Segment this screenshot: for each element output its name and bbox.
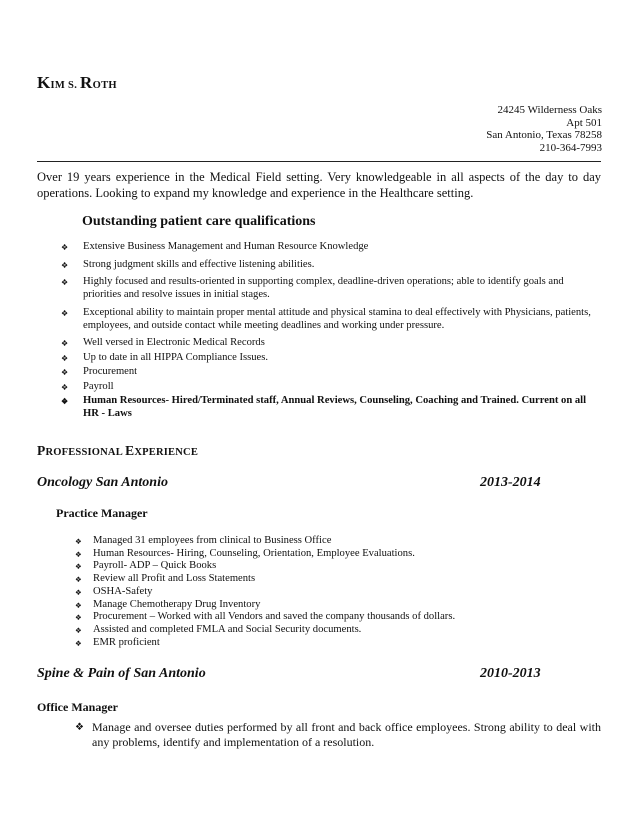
diamond-bullet-icon: ❖ (61, 368, 69, 378)
list-item: ❖ Strong judgment skills and effective listening abilities. (61, 258, 315, 270)
diamond-bullet-icon: ❖ (75, 587, 82, 597)
list-item: ❖ Up to date in all HIPPA Compliance Issues. (61, 351, 268, 363)
header-divider (37, 161, 601, 162)
diamond-bullet-icon: ❖ (75, 638, 82, 648)
diamond-bullet-icon: ❖ (75, 600, 82, 610)
summary-paragraph: Over 19 years experience in the Medical Field setting. Very knowledgeable in all aspects of the day to day operations. Looking to expand my knowledge and experience in the Healthcare setting. (37, 170, 601, 200)
qualifications-list (61, 240, 601, 425)
professional-experience-heading: PROFESSIONAL EXPERIENCE (37, 443, 199, 458)
diamond-bullet-icon: ❖ (75, 575, 82, 585)
job-2-duties (75, 720, 601, 749)
diamond-bullet-icon: ❖ (61, 260, 69, 270)
job-2-years: 2010-2013 (480, 666, 541, 681)
list-item: ❖ Procurement (61, 366, 138, 378)
list-item: ❖ Human Resources- Hiring, Counseling, Orientation, Employee Evaluations. (75, 548, 595, 561)
diamond-bullet-icon: ❖ (61, 353, 69, 363)
diamond-bullet-icon: ❖ (75, 537, 82, 546)
list-item: ❖ Manage Chemotherapy Drug Inventory (75, 599, 595, 612)
list-item: ❖ Review all Profit and Loss Statements (75, 573, 595, 586)
list-item: ❖ Human Resources- Hired/Terminated staff, Annual Reviews, Counseling, Coaching and Trained. Current on all HR - Laws (61, 395, 587, 420)
job-1-duties (75, 535, 595, 649)
job-2-employer: Spine & Pain of San Antonio (37, 666, 206, 681)
list-item: ❖ OSHA-Safety (75, 586, 595, 599)
diamond-bullet-icon: ❖ (75, 613, 82, 623)
diamond-bullet-icon: ❖ (61, 278, 69, 287)
candidate-name: KIM S. ROTH (37, 73, 117, 92)
diamond-bullet-icon: ❖ (75, 549, 82, 559)
diamond-bullet-icon: ❖ (61, 382, 69, 392)
diamond-bullet-icon: ❖ (75, 722, 84, 733)
diamond-bullet-icon: ❖ (61, 243, 69, 252)
list-item: ❖ Procurement – Worked with all Vendors and saved the company thousands of dollars. (75, 611, 595, 624)
list-item: ❖ Highly focused and results-oriented in supporting complex, deadline-driven operations; able to identify goals and priorities and resolve issues in initial stages. (61, 276, 564, 300)
list-item: ❖ Payroll (61, 380, 114, 392)
list-item: ❖ Payroll- ADP – Quick Books (75, 560, 595, 573)
diamond-bullet-icon: ❖ (75, 625, 82, 635)
diamond-bullet-icon: ❖ (61, 308, 69, 318)
address-city: San Antonio, Texas 78258 (486, 129, 602, 141)
contact-address (486, 104, 602, 154)
job-1-employer: Oncology San Antonio (37, 475, 168, 490)
list-item: ❖ Assisted and completed FMLA and Social Security documents. (75, 624, 595, 637)
diamond-bullet-icon: ❖ (61, 339, 69, 348)
address-phone: 210-364-7993 (539, 141, 602, 154)
job-1-role: Practice Manager (56, 506, 148, 520)
list-item: ❖ Extensive Business Management and Human Resource Knowledge (61, 241, 369, 252)
list-item: ❖ Manage and oversee duties performed by all front and back office employees. Strong ability to deal with any problems, identify and implementation of a resolution. (75, 720, 601, 749)
job-1-years: 2013-2014 (480, 475, 541, 490)
address-apt: Apt 501 (566, 116, 602, 129)
diamond-bullet-icon: ❖ (75, 562, 82, 572)
list-item: ❖ EMR proficient (75, 637, 595, 650)
address-street: 24245 Wilderness Oaks (497, 104, 602, 116)
diamond-bullet-icon: ❖ (61, 397, 69, 407)
job-2-role: Office Manager (37, 700, 118, 714)
list-item: ❖ Well versed in Electronic Medical Records (61, 337, 265, 348)
list-item: ❖ Managed 31 employees from clinical to Business Office (75, 535, 595, 548)
qualifications-heading: Outstanding patient care qualifications (82, 214, 316, 229)
list-item: ❖ Exceptional ability to maintain proper mental attitude and physical stamina to deal effectively with Physicians, patients, employees, and outside contact while meeting deadlines and working under pressure. (61, 306, 591, 331)
